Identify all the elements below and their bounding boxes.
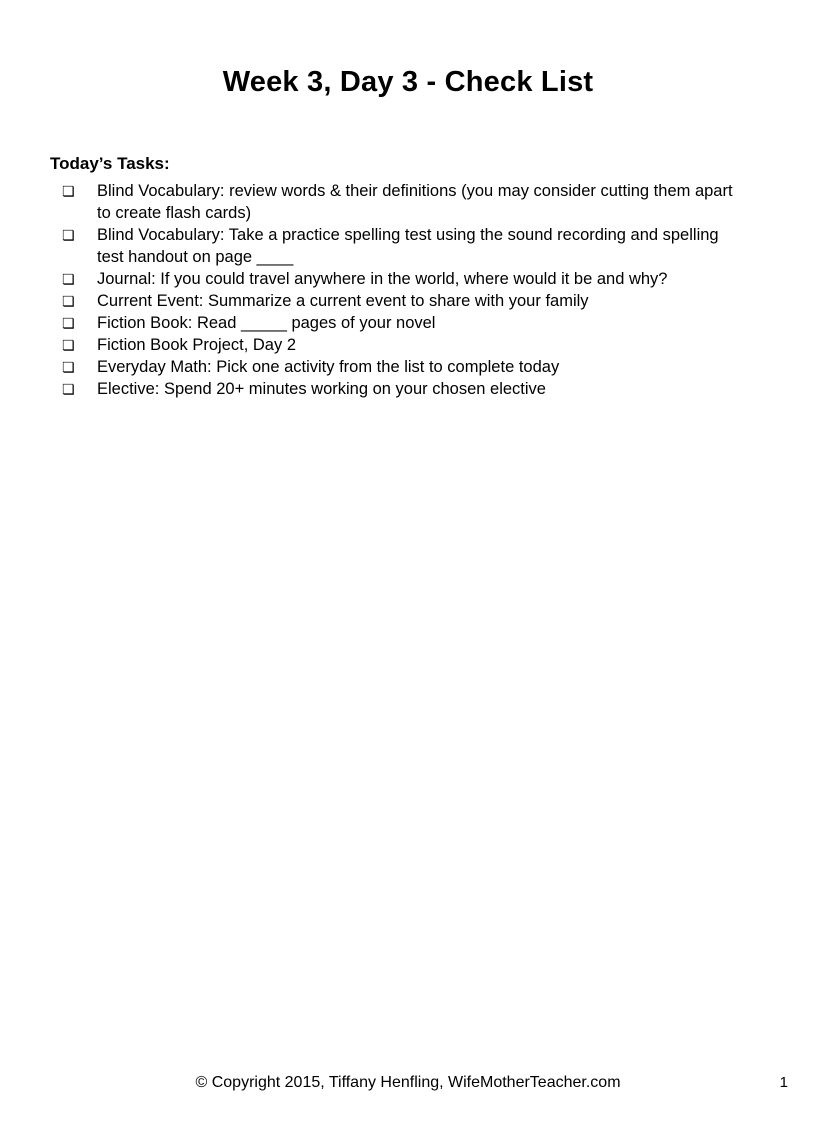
task-item bbox=[50, 356, 816, 378]
task-text: Current Event: Summarize a current event to share with your family bbox=[97, 292, 589, 310]
checkbox-icon: ❏ bbox=[62, 315, 75, 331]
checkbox-icon: ❏ bbox=[62, 337, 75, 353]
document-page bbox=[0, 66, 816, 1122]
checkbox-icon: ❏ bbox=[62, 293, 75, 309]
checkbox-icon: ❏ bbox=[62, 183, 75, 199]
task-item bbox=[50, 378, 816, 400]
checkbox-icon: ❏ bbox=[62, 271, 75, 287]
page-number: 1 bbox=[779, 1074, 788, 1091]
section-heading-todays-tasks: Today’s Tasks: bbox=[50, 154, 170, 173]
task-list bbox=[50, 180, 816, 400]
page-footer bbox=[0, 1074, 816, 1094]
copyright-text: © Copyright 2015, Tiffany Henfling, WifeMotherTeacher.com bbox=[195, 1074, 621, 1091]
checkbox-icon: ❏ bbox=[62, 227, 75, 243]
task-item bbox=[50, 224, 816, 268]
checkbox-icon: ❏ bbox=[62, 381, 75, 397]
task-item bbox=[50, 334, 816, 356]
task-text: Elective: Spend 20+ minutes working on your chosen elective bbox=[97, 380, 546, 398]
task-item bbox=[50, 180, 816, 224]
task-text: Blind Vocabulary: review words & their definitions (you may consider cutting them apart to create flash cards) bbox=[97, 182, 733, 222]
task-item bbox=[50, 312, 816, 334]
task-item bbox=[50, 268, 816, 290]
checkbox-icon: ❏ bbox=[62, 359, 75, 375]
task-text: Blind Vocabulary: Take a practice spelling test using the sound recording and spelling test handout on page ____ bbox=[97, 226, 719, 266]
page-title: Week 3, Day 3 - Check List bbox=[222, 66, 594, 98]
task-text: Fiction Book: Read _____ pages of your novel bbox=[97, 314, 436, 332]
task-text: Journal: If you could travel anywhere in the world, where would it be and why? bbox=[97, 270, 668, 288]
task-item bbox=[50, 290, 816, 312]
task-text: Everyday Math: Pick one activity from the list to complete today bbox=[97, 358, 560, 376]
task-text: Fiction Book Project, Day 2 bbox=[97, 336, 296, 354]
